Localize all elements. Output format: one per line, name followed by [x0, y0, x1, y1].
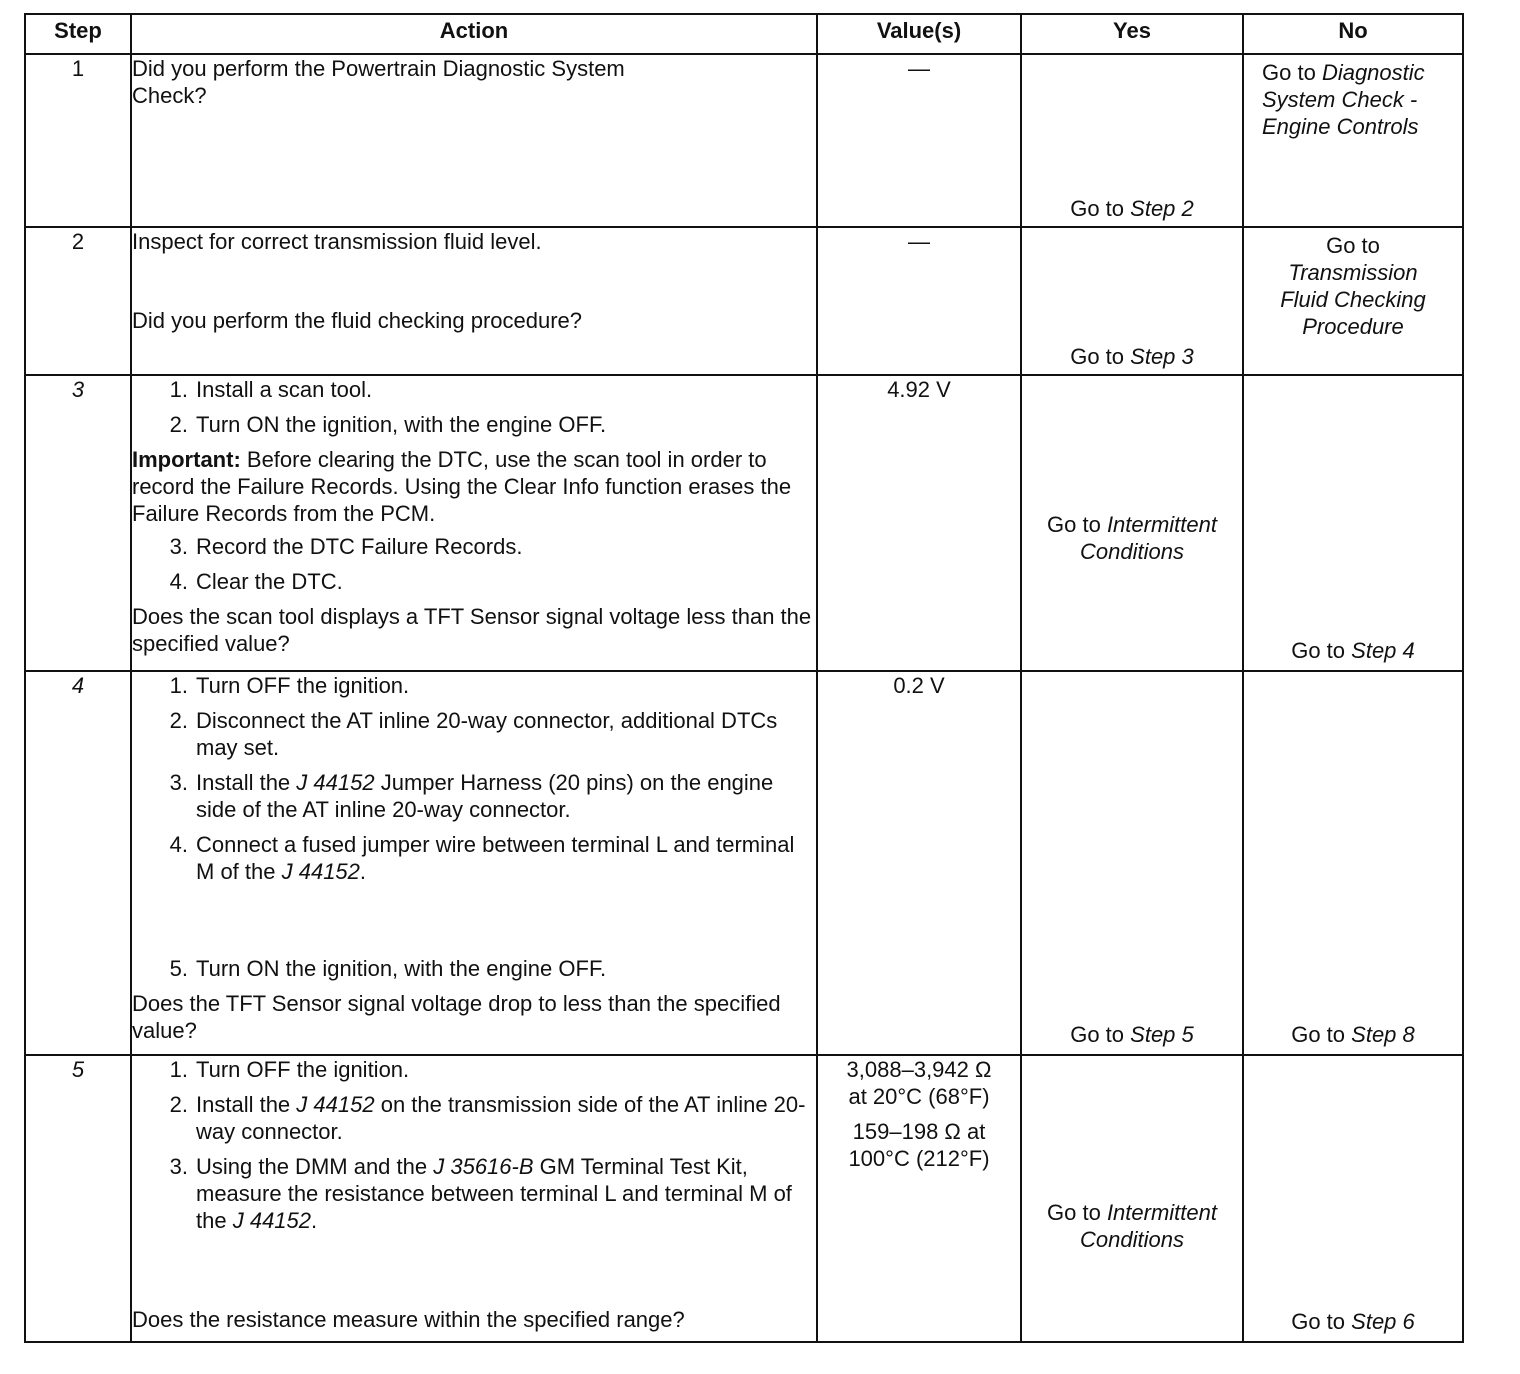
step-number: 3 — [25, 375, 131, 671]
list-text: Install a scan tool. — [196, 377, 373, 402]
important-label: Important: — [132, 447, 241, 472]
list-item — [132, 376, 816, 403]
list-item — [132, 1056, 816, 1083]
list-item — [132, 533, 816, 560]
yes-goto[interactable] — [1022, 1021, 1242, 1048]
no-goto[interactable] — [1244, 1021, 1462, 1048]
list-number: 3. — [169, 770, 188, 795]
list-item — [132, 1153, 816, 1234]
list-text — [196, 1153, 816, 1234]
goto-prefix: Go to — [1291, 638, 1346, 663]
step-number: 1 — [25, 54, 131, 227]
yes-cell — [1021, 671, 1243, 1055]
list-text-part: . — [359, 859, 367, 884]
table-row — [25, 227, 1463, 375]
action-question: Did you perform the fluid checking procedure? — [132, 308, 583, 333]
header-yes: Yes — [1021, 14, 1243, 54]
action-question: Does the resistance measure within the specified range? — [132, 1307, 685, 1332]
list-item — [132, 411, 816, 438]
goto-prefix: Go to — [1047, 512, 1101, 537]
table-row — [25, 1055, 1463, 1342]
action-text: Did you perform the Powertrain Diagnostic System Check? — [132, 56, 625, 108]
list-number: 2. — [169, 708, 188, 733]
no-goto[interactable] — [1244, 55, 1462, 140]
list-number: 2. — [169, 412, 188, 437]
action-question: Does the TFT Sensor signal voltage drop to less than the specified value? — [132, 991, 781, 1043]
value-cell: 0.2 V — [817, 671, 1021, 1055]
yes-goto[interactable] — [1022, 195, 1242, 222]
list-text-part: Install the — [196, 1092, 291, 1117]
step-number: 2 — [25, 227, 131, 375]
goto-link[interactable]: Step 3 — [1130, 344, 1194, 369]
header-action: Action — [131, 14, 817, 54]
diagnostic-table — [24, 13, 1464, 1343]
list-text-part: on the transmission side of the AT inline 20-way connector. — [196, 1092, 806, 1144]
value-cell: — — [817, 54, 1021, 227]
list-number: 3. — [169, 534, 188, 559]
yes-goto[interactable] — [1022, 1145, 1242, 1253]
goto-link[interactable]: Transmission Fluid Checking Procedure — [1280, 260, 1426, 339]
value-line: at 20°C (68°F) — [848, 1084, 990, 1109]
list-text-part: GM Terminal Test Kit, measure the resistance between terminal L and terminal M of the — [196, 1154, 792, 1233]
list-text — [196, 831, 816, 885]
important-text: Before clearing the DTC, use the scan tool in order to record the Failure Records. Using the Clear Info function erases the Failure Records from the PCM. — [132, 447, 792, 526]
important-note — [132, 446, 816, 527]
goto-prefix: Go to — [1070, 1022, 1125, 1047]
header-values: Value(s) — [817, 14, 1021, 54]
list-item — [132, 955, 816, 982]
goto-link[interactable]: Intermittent Conditions — [1080, 1199, 1217, 1252]
action-cell — [131, 1055, 817, 1342]
yes-cell — [1021, 375, 1243, 671]
no-goto[interactable] — [1244, 228, 1462, 340]
list-number: 2. — [169, 1092, 188, 1117]
yes-cell — [1021, 54, 1243, 227]
goto-prefix: Go to — [1070, 344, 1125, 369]
goto-link[interactable]: Step 8 — [1351, 1022, 1415, 1047]
goto-prefix: Go to — [1262, 60, 1316, 85]
no-cell — [1243, 1055, 1463, 1342]
table-row — [25, 375, 1463, 671]
list-item — [132, 672, 816, 699]
list-text-part: Connect a fused jumper wire between terminal L and terminal M of the — [196, 832, 795, 884]
list-text: Disconnect the AT inline 20-way connector, additional DTCs may set. — [196, 708, 778, 760]
list-item — [132, 707, 816, 761]
yes-goto[interactable] — [1022, 481, 1242, 565]
value-line: 159–198 Ω at — [852, 1119, 986, 1144]
list-text: Clear the DTC. — [196, 569, 343, 594]
action-text: Inspect for correct transmission fluid level. — [132, 229, 542, 254]
tool-ref: J 44152 — [296, 770, 375, 795]
list-number: 4. — [169, 832, 188, 857]
list-item — [132, 769, 816, 823]
action-cell — [131, 671, 817, 1055]
list-text — [196, 769, 816, 823]
no-cell — [1243, 54, 1463, 227]
no-goto[interactable] — [1244, 637, 1462, 664]
list-text-part: Install the — [196, 770, 291, 795]
header-no: No — [1243, 14, 1463, 54]
goto-prefix: Go to — [1047, 1199, 1101, 1225]
goto-link[interactable]: Step 2 — [1130, 196, 1194, 221]
list-number: 1. — [169, 1057, 188, 1082]
list-item — [132, 1091, 816, 1145]
goto-prefix: Go to — [1070, 196, 1125, 221]
action-question: Does the scan tool displays a TFT Sensor signal voltage less than the specified value? — [132, 604, 812, 656]
table-row — [25, 54, 1463, 227]
list-text-part: . — [311, 1208, 318, 1233]
goto-prefix: Go to — [1326, 233, 1380, 258]
list-text-part: Jumper Harness (20 pins) on the engine side of the AT inline 20-way connector. — [196, 770, 774, 822]
list-text — [196, 1091, 816, 1145]
no-goto[interactable] — [1244, 1308, 1462, 1335]
header-row — [25, 14, 1463, 54]
goto-prefix: Go to — [1291, 1309, 1346, 1334]
tool-ref: J 44152 — [296, 1092, 375, 1117]
yes-goto[interactable] — [1022, 343, 1242, 370]
list-item — [132, 568, 816, 595]
list-text: Turn ON the ignition, with the engine OFF. — [196, 412, 607, 437]
goto-link[interactable]: Step 5 — [1130, 1022, 1194, 1047]
value-cell — [817, 1055, 1021, 1342]
goto-link[interactable]: Intermittent Conditions — [1080, 512, 1217, 564]
goto-link[interactable]: Diagnostic System Check - Engine Controls — [1262, 60, 1425, 139]
tool-ref: J 44152 — [281, 859, 360, 884]
value-line: 3,088–3,942 Ω — [846, 1057, 992, 1082]
action-cell — [131, 54, 817, 227]
step-number: 4 — [25, 671, 131, 1055]
action-cell — [131, 375, 817, 671]
no-cell — [1243, 227, 1463, 375]
list-item — [132, 831, 816, 885]
list-number: 3. — [169, 1154, 188, 1179]
list-number: 1. — [169, 377, 188, 402]
header-step: Step — [25, 14, 131, 54]
list-number: 1. — [169, 673, 188, 698]
list-text-part: Using the DMM and the — [196, 1154, 428, 1179]
value-line: 100°C (212°F) — [848, 1146, 990, 1171]
value-cell: — — [817, 227, 1021, 375]
goto-prefix: Go to — [1291, 1022, 1346, 1047]
list-text: Record the DTC Failure Records. — [196, 534, 523, 559]
value-cell: 4.92 V — [817, 375, 1021, 671]
yes-cell — [1021, 227, 1243, 375]
action-cell — [131, 227, 817, 375]
list-text: Turn ON the ignition, with the engine OFF. — [196, 956, 607, 981]
no-cell — [1243, 671, 1463, 1055]
list-number: 4. — [169, 569, 188, 594]
list-text: Turn OFF the ignition. — [196, 1057, 410, 1082]
yes-cell — [1021, 1055, 1243, 1342]
tool-ref: J 44152 — [232, 1208, 312, 1233]
table-row — [25, 671, 1463, 1055]
step-number: 5 — [25, 1055, 131, 1342]
goto-link[interactable]: Step 4 — [1351, 638, 1415, 663]
tool-ref: J 35616-B — [433, 1154, 534, 1179]
list-number: 5. — [169, 956, 188, 981]
goto-link[interactable]: Step 6 — [1351, 1309, 1415, 1334]
no-cell — [1243, 375, 1463, 671]
list-text: Turn OFF the ignition. — [196, 673, 410, 698]
